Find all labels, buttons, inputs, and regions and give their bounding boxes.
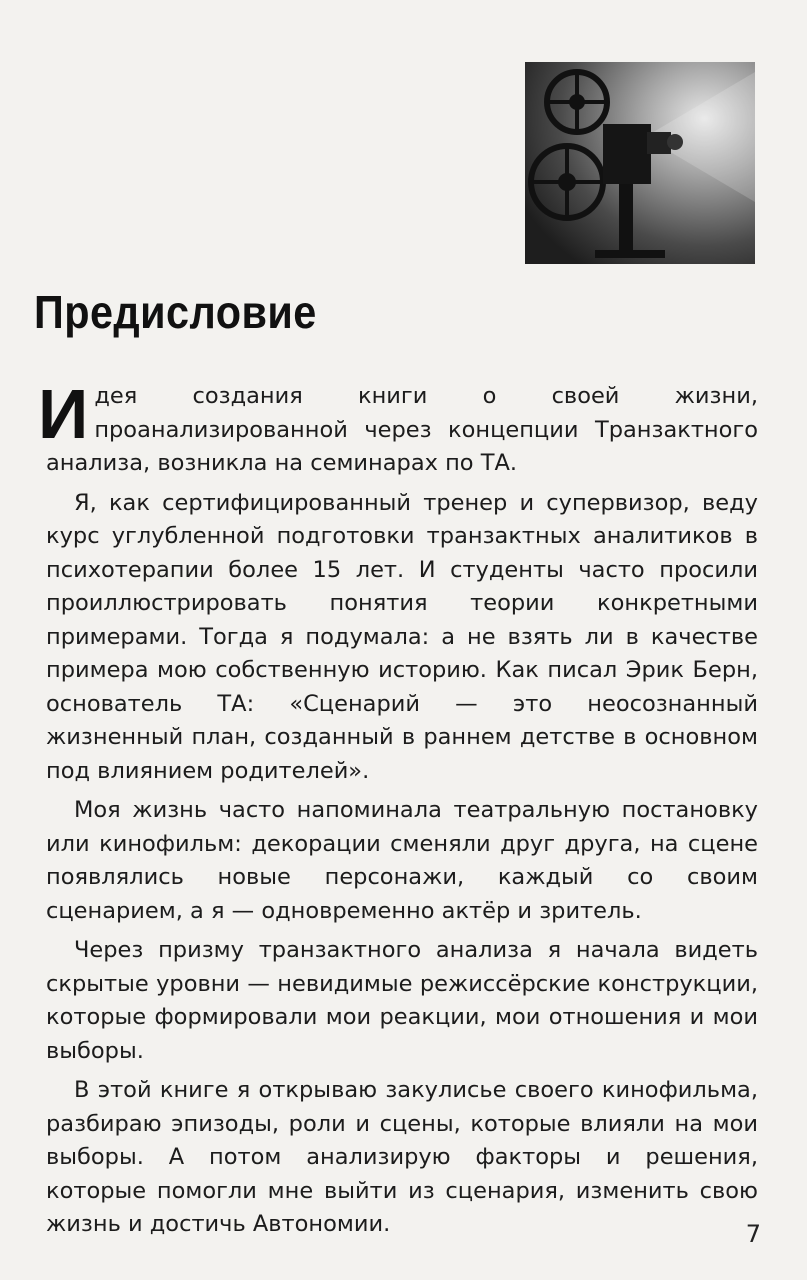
paragraph-3: Моя жизнь часто напоминала театральную постановку или кинофильм: декорации сменяли друг друга, на сцене появлялись новые персонажи, каждый со своим сценарием, а я — одновременно актёр и зритель.	[46, 797, 758, 924]
paragraph-1-text: дея создания книги о своей жизни, проанализированной через концепции Транзактного анализа, возникла на семинарах по ТА.	[46, 383, 758, 476]
film-projector-icon	[525, 62, 755, 264]
page-number: 7	[745, 1220, 761, 1248]
paragraph-2: Я, как сертифицированный тренер и супервизор, веду курс углубленной подготовки транзактных аналитиков в психотерапии более 15 лет. И студенты часто просили проиллюстрировать понятия теории конкретными примерами. Тогда я подумала: а не взять ли в качестве примера мою собственную историю. Как писал Эрик Берн, основатель ТА: «Сценарий — это неосознанный жизненный план, созданный в раннем детстве в основном под влиянием родителей».	[46, 489, 758, 784]
body-text	[38, 375, 758, 1248]
paragraph-4: Через призму транзактного анализа я начала видеть скрытые уровни — невидимые режиссёрские конструкции, которые формировали мои реакции, мои отношения и мои выборы.	[46, 937, 758, 1064]
paragraph-1	[38, 375, 758, 481]
page-title: Предисловие	[34, 286, 317, 338]
film-projector-photo	[525, 62, 755, 264]
drop-cap: И	[38, 375, 89, 453]
paragraph-5: В этой книге я открываю закулисье своего кинофильма, разбираю эпизоды, роли и сцены, которые влияли на мои выборы. А потом анализирую факторы и решения, которые помогли мне выйти из сценария, изменить свою жизнь и достичь Автономии.	[46, 1077, 758, 1237]
